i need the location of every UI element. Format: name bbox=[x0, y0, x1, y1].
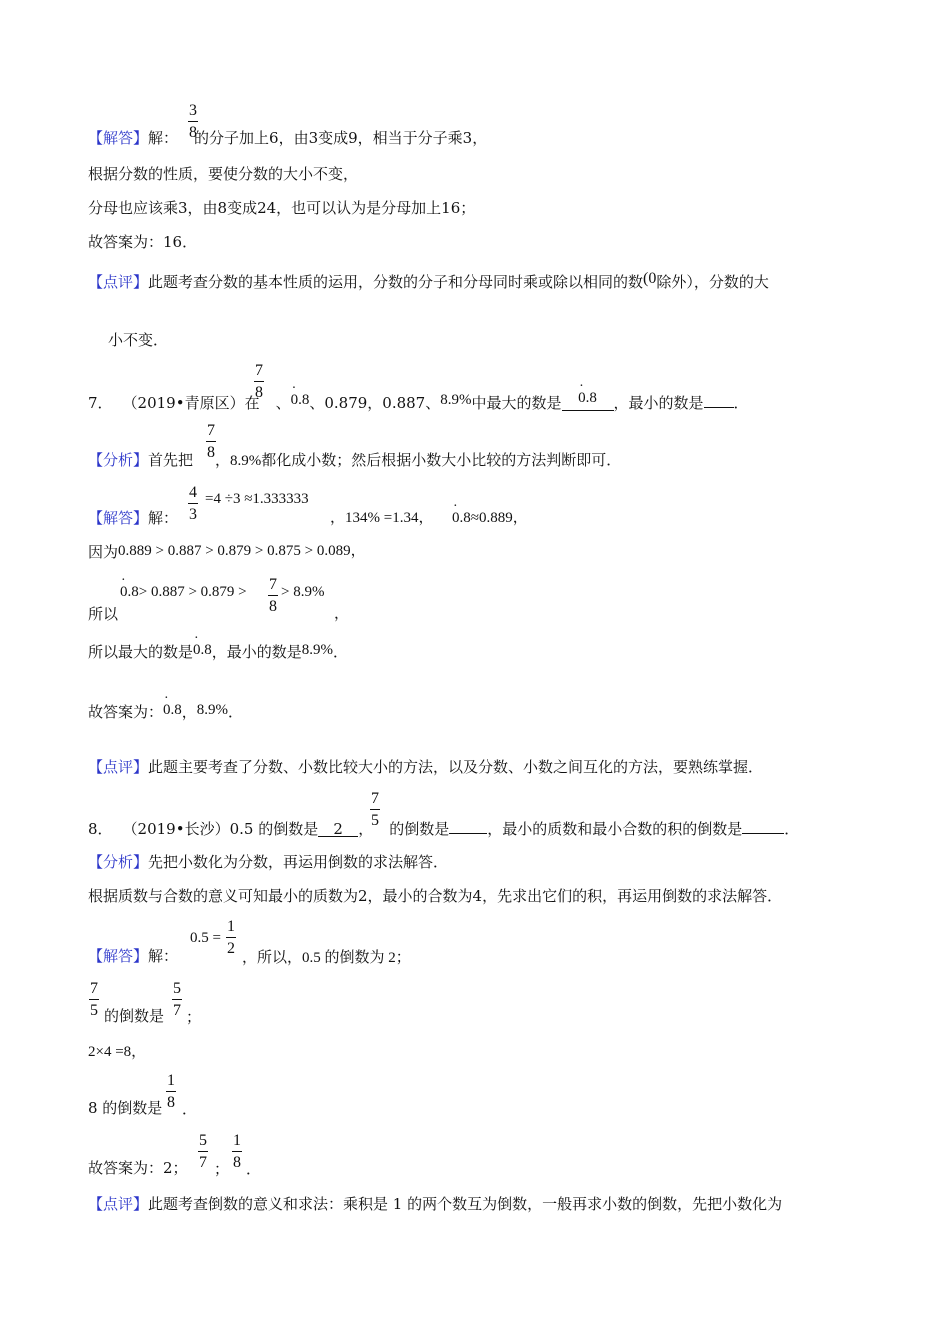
fraction-1-8-final bbox=[232, 1132, 242, 1172]
numerator: 5 bbox=[199, 1132, 207, 1149]
analysis-text: 先把小数化为分数，再运用倒数的求法解答． bbox=[148, 853, 449, 871]
denominator: 8 bbox=[167, 1094, 175, 1111]
denominator: 5 bbox=[371, 812, 379, 829]
answer-tag: 【解答】 bbox=[88, 509, 149, 527]
p6-comment-line-1 bbox=[88, 272, 769, 293]
ans2-end: ； bbox=[186, 1010, 202, 1026]
q7-final bbox=[88, 702, 243, 723]
denominator: 8 bbox=[207, 444, 215, 461]
numerator: 7 bbox=[255, 362, 263, 379]
fraction-5-7-final bbox=[198, 1132, 208, 1172]
percent-value: 8.9% bbox=[301, 642, 334, 658]
q8-answer-line-2 bbox=[104, 1006, 164, 1026]
question-source: （2019•长沙）0.5 的倒数是 bbox=[122, 820, 319, 838]
q7-analysis bbox=[88, 450, 621, 471]
denominator: 3 bbox=[189, 506, 197, 523]
denominator: 5 bbox=[90, 1002, 98, 1019]
q8-answer-line-1 bbox=[88, 946, 178, 966]
calc-percent: ，134% =1.34， bbox=[330, 510, 434, 526]
numerator: 7 bbox=[371, 790, 379, 807]
numerator: 7 bbox=[269, 576, 277, 593]
p6-answer-line-2: 根据分数的性质，要使分数的大小不变， bbox=[88, 165, 359, 183]
fraction-5-7 bbox=[172, 980, 182, 1020]
q7-because bbox=[88, 542, 366, 563]
decimal-value: 0.8 bbox=[578, 390, 597, 406]
p6-comment-line-2: 小不变． bbox=[108, 331, 169, 349]
answer-blank-1[interactable]: 2 bbox=[318, 819, 358, 837]
answer-blank-2[interactable] bbox=[704, 390, 734, 408]
analysis-text: 首先把 bbox=[148, 451, 194, 469]
approx-value: ≈0.889， bbox=[470, 510, 528, 526]
answer-blank-3[interactable] bbox=[742, 816, 784, 834]
denominator: 7 bbox=[173, 1002, 181, 1019]
so-end: ， bbox=[334, 606, 350, 622]
ans4-end: ． bbox=[182, 1102, 198, 1118]
p6-answer-line-1 bbox=[88, 128, 487, 148]
analysis-text-2: 都化成小数；然后根据小数大小比较的方法判断即可． bbox=[261, 451, 622, 469]
final-sep: ； bbox=[214, 1162, 230, 1178]
numerator: 7 bbox=[207, 422, 215, 439]
final-sep: ， bbox=[181, 703, 197, 721]
numerator: 5 bbox=[173, 980, 181, 997]
percent-value: 8.9% bbox=[440, 392, 472, 408]
final-text: 故答案为：2； bbox=[88, 1159, 188, 1177]
answer-head: 解： bbox=[148, 129, 179, 147]
largest-end: ． bbox=[333, 643, 349, 661]
fraction-4-3 bbox=[188, 484, 198, 524]
percent-value: 8.9% bbox=[196, 702, 229, 718]
repeating-decimal bbox=[120, 584, 139, 601]
separator: 、 bbox=[275, 394, 291, 412]
ans1-expr: 0.5 = bbox=[190, 930, 221, 946]
decimal-value: 0.8 bbox=[120, 584, 139, 600]
calc-repeat bbox=[452, 506, 528, 527]
numerator: 3 bbox=[189, 102, 197, 119]
q8-answer-line-4 bbox=[88, 1098, 162, 1118]
comma: ， bbox=[215, 451, 231, 469]
answer-tag: 【解答】 bbox=[88, 947, 149, 965]
denominator: 2 bbox=[227, 940, 235, 957]
question-text: 中最大的数是 bbox=[471, 394, 562, 412]
answer-head: 解： bbox=[148, 509, 179, 527]
numerator: 1 bbox=[167, 1072, 175, 1089]
question-number: 7． bbox=[88, 394, 113, 412]
so-expr-1: > 0.887 > 0.879 > bbox=[138, 584, 247, 600]
calc-4-3: =4 ÷3 ≈1.333333 bbox=[205, 491, 309, 507]
comment-tag: 【点评】 bbox=[88, 273, 149, 291]
largest-text: 所以最大的数是 bbox=[88, 643, 194, 661]
decimal-value: 0.8 bbox=[290, 392, 310, 408]
numerator: 1 bbox=[233, 1132, 241, 1149]
q8-comment bbox=[88, 1194, 782, 1214]
denominator: 7 bbox=[199, 1154, 207, 1171]
numerator: 4 bbox=[189, 484, 197, 501]
fraction-1-2 bbox=[226, 918, 236, 958]
so-expr bbox=[120, 584, 247, 601]
numerator: 7 bbox=[90, 980, 98, 997]
denominator: 8 bbox=[189, 124, 197, 141]
question-source: （2019•青原区）在 bbox=[122, 394, 260, 412]
ans1-post: ，所以，0.5 的倒数为 2； bbox=[242, 950, 411, 966]
q8-final bbox=[88, 1158, 188, 1178]
comment-text-2: 除外），分数的大 bbox=[656, 273, 769, 291]
so-expr-2: > 8.9% bbox=[281, 584, 325, 600]
q7-question bbox=[88, 390, 749, 414]
answer-blank-2[interactable] bbox=[449, 816, 487, 834]
question-number: 8． bbox=[88, 820, 113, 838]
because-label: 因为 bbox=[88, 543, 119, 561]
q7-comment bbox=[88, 757, 763, 777]
q7-answer-line-1 bbox=[88, 508, 178, 528]
repeating-decimal bbox=[452, 510, 471, 527]
because-expr: 0.889 > 0.887 > 0.879 > 0.875 > 0.089， bbox=[118, 543, 366, 559]
comment-text: 此题考查分数的基本性质的运用，分数的分子和分母同时乘或除以相同的数 bbox=[148, 273, 644, 291]
fraction-7-5-ans bbox=[89, 980, 99, 1020]
denominator: 8 bbox=[233, 1154, 241, 1171]
repeating-decimal bbox=[163, 700, 182, 720]
fraction-7-8-so bbox=[268, 576, 278, 616]
so-label: 所以 bbox=[88, 605, 119, 623]
denominator: 8 bbox=[269, 598, 277, 615]
comment-tag: 【点评】 bbox=[88, 1195, 149, 1213]
comment-text: 此题主要考查了分数、小数比较大小的方法，以及分数、小数之间互化的方法，要熟练掌握． bbox=[148, 758, 764, 776]
question-end: ． bbox=[733, 394, 749, 412]
final-end: ． bbox=[246, 1162, 262, 1178]
q8-analysis bbox=[88, 852, 448, 872]
p6-answer-line-4: 故答案为：16． bbox=[88, 233, 198, 251]
reciprocal-text: 的倒数是 bbox=[104, 1007, 165, 1025]
repeating-decimal bbox=[193, 640, 212, 660]
q8-question bbox=[88, 816, 799, 839]
comment-tag: 【点评】 bbox=[88, 758, 149, 776]
analysis-tag: 【分析】 bbox=[88, 451, 149, 469]
q7-so-label bbox=[88, 604, 118, 624]
answer-head: 解： bbox=[148, 947, 179, 965]
final-end: ． bbox=[228, 703, 244, 721]
reciprocal-8-text: 8 的倒数是 bbox=[88, 1099, 163, 1117]
decimal-value: 0.8 bbox=[163, 702, 182, 718]
separator: ， bbox=[358, 820, 374, 838]
analysis-tag: 【分析】 bbox=[88, 853, 149, 871]
zero-paren: (0 bbox=[643, 270, 657, 287]
decimal-value: 0.8 bbox=[193, 642, 212, 658]
blank-value bbox=[578, 388, 597, 408]
separator-2: 、0.879，0.887、 bbox=[309, 394, 441, 412]
comment-text: 此题考查倒数的意义和求法：乘积是 1 的两个数互为倒数，一般再求小数的倒数，先把小数化为 bbox=[148, 1195, 783, 1213]
fraction-1-8 bbox=[166, 1072, 176, 1112]
answer-tag: 【解答】 bbox=[88, 129, 149, 147]
p6-answer-line-3: 分母也应该乘3，由8变成24，也可以认为是分母加上16； bbox=[88, 199, 476, 217]
question-text: 的倒数是 bbox=[389, 820, 450, 838]
percent-value: 8.9% bbox=[230, 453, 262, 469]
answer-text: 的分子加上6，由3变成9，相当于分子乘3， bbox=[194, 129, 488, 147]
final-text: 故答案为： bbox=[88, 703, 164, 721]
denominator: 8 bbox=[255, 384, 263, 401]
largest-text-2: ，最小的数是 bbox=[211, 643, 302, 661]
answer-blank-1[interactable] bbox=[562, 390, 614, 411]
question-end: ． bbox=[784, 820, 800, 838]
q8-analysis-2: 根据质数与合数的意义可知最小的质数为2，最小的合数为4，先求出它们的积，再运用倒数的求法解答． bbox=[88, 887, 783, 905]
q7-largest bbox=[88, 642, 348, 663]
question-text-2: ，最小的质数和最小合数的积的倒数是 bbox=[487, 820, 743, 838]
question-text-2: ，最小的数是 bbox=[613, 394, 704, 412]
repeating-decimal bbox=[291, 390, 310, 410]
q8-answer-line-3: 2×4 =8， bbox=[88, 1044, 147, 1060]
decimal-value: 0.8 bbox=[452, 510, 471, 526]
numerator: 1 bbox=[227, 918, 235, 935]
